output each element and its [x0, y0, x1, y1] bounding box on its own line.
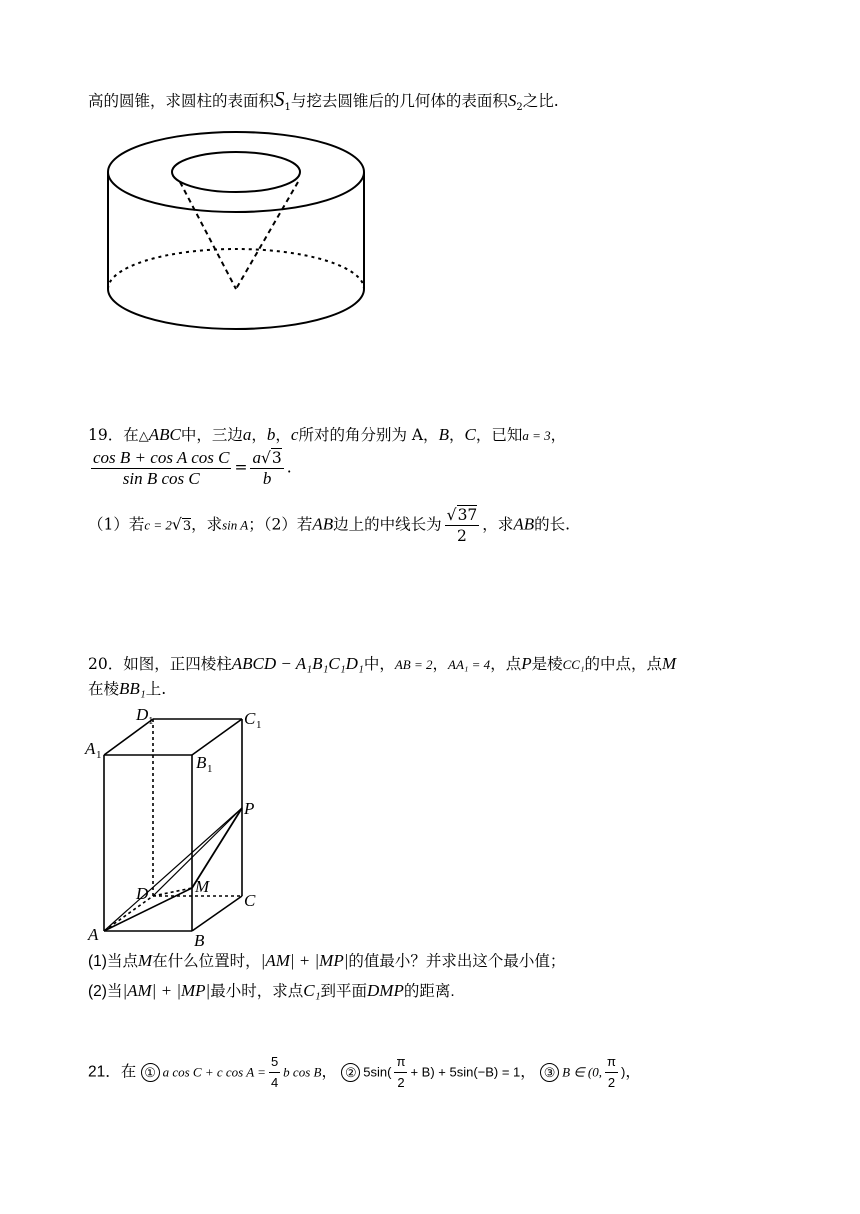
lhs-denominator: sin B cos C — [122, 469, 200, 488]
edge-bb1: BB₁ — [119, 679, 146, 698]
part2-text2: ，求 — [482, 515, 514, 534]
median-sqrt: 37 — [457, 506, 478, 524]
sub2-end: 的距离. — [403, 983, 455, 1000]
label-a: A — [88, 925, 99, 944]
sub1-m: M — [137, 951, 153, 970]
cond1-a: a cos C + c cos A = — [162, 1064, 266, 1080]
part2-label: ；（2）若 — [248, 515, 313, 534]
comma: ， — [275, 426, 291, 444]
q20-text6: 在棱 — [88, 680, 120, 698]
q19-equation — [88, 448, 292, 489]
q20-text7: 上. — [145, 680, 167, 698]
q20-number: 20．如图，正四棱柱 — [88, 655, 232, 673]
circle-1: ① — [141, 1063, 160, 1082]
equals-sign: = — [234, 458, 248, 477]
label-b1: B — [196, 753, 207, 772]
side-b: b — [266, 425, 276, 444]
comma: ， — [625, 1063, 641, 1081]
q20-line2 — [88, 678, 166, 700]
label-p: P — [244, 799, 255, 818]
cond1-b: b cos B — [283, 1064, 322, 1080]
q20-sub1 — [88, 950, 565, 973]
rhs-sqrt: 3 — [271, 449, 282, 467]
sub2-plane: DMP — [367, 981, 404, 1000]
q19-number: 19．在 — [88, 426, 139, 444]
comma: ， — [550, 426, 567, 444]
rhs-a: a — [252, 448, 261, 467]
cylinder-cone-figure — [100, 125, 375, 340]
part2-text: 边上的中线长为 — [333, 515, 442, 534]
part1-sqrt: 3 — [182, 518, 192, 534]
cond3-fraction — [605, 1052, 618, 1093]
circle-3: ③ — [540, 1063, 559, 1082]
q21-number: 21．在 — [88, 1063, 137, 1081]
part1-sin: sin A — [222, 517, 249, 533]
period: . — [286, 458, 292, 477]
cond1-fraction — [269, 1052, 280, 1093]
label-c1: C — [244, 709, 256, 728]
sub1-label: (1)当点 — [88, 953, 138, 970]
q21-line — [88, 1052, 641, 1093]
label-d1-sub: 1 — [148, 715, 154, 727]
cond1-den: 4 — [270, 1075, 279, 1090]
part1-label: （1）若 — [88, 515, 145, 534]
comma: ， — [251, 426, 267, 444]
q20-line1 — [88, 653, 676, 676]
side-c: c — [290, 425, 299, 444]
cond1-num: 5 — [269, 1052, 280, 1073]
sub2-c1: C₁ — [303, 981, 321, 1000]
point-p: P — [521, 654, 532, 673]
label-a1-sub: 1 — [96, 749, 102, 761]
lhs-fraction — [91, 448, 231, 489]
prism-name: ABCD − A₁B₁C₁D₁ — [231, 654, 364, 673]
q18-text-c: 之比. — [522, 92, 559, 110]
label-m: M — [195, 877, 210, 896]
cond2-fraction — [394, 1052, 407, 1093]
label-d1: D — [136, 705, 149, 724]
label-d: D — [136, 884, 149, 903]
sub2-expr: |AM| + |MP| — [122, 981, 211, 1000]
q20-sub2 — [88, 980, 455, 1003]
cond3-den: 2 — [607, 1075, 616, 1090]
condition-a: a = 3 — [522, 428, 551, 443]
q20-text3: ，点 — [490, 655, 522, 673]
q18-text-a: 高的圆锥，求圆柱的表面积 — [88, 92, 275, 110]
s1-symbol: S — [274, 87, 285, 111]
angle-c: C — [464, 425, 476, 444]
part1-text: ，求 — [191, 515, 223, 534]
label-a1: A — [85, 739, 96, 758]
cond2-a: 5sin( — [363, 1064, 392, 1080]
q19-text2: 所对的角分别为 A， — [298, 426, 439, 444]
angle-b: B — [438, 425, 449, 444]
q18-text-b: 与挖去圆锥后的几何体的表面积 — [290, 92, 508, 110]
q19-line1 — [88, 424, 566, 448]
part1-c: c = 2 — [144, 517, 172, 533]
s2-symbol: S — [507, 91, 517, 110]
rhs-denominator: b — [262, 469, 272, 488]
q19-text3: ，已知 — [475, 426, 523, 444]
label-b1-sub: 1 — [207, 763, 213, 775]
sub1-text: 在什么位置时， — [152, 953, 261, 970]
cond2-num: π — [394, 1052, 407, 1073]
cond3-num: π — [605, 1052, 618, 1073]
sub2-text: 最小时，求点 — [210, 983, 304, 1000]
sub2-text2: 到平面 — [320, 983, 367, 1000]
comma: ， — [448, 426, 465, 444]
median-numerator: √37 — [446, 506, 478, 524]
cond2-b: + B) + 5sin(−B) = 1 — [410, 1064, 521, 1080]
q20-text5: 的中点，点 — [584, 655, 662, 673]
label-c: C — [244, 891, 256, 910]
s1-subscript: 1 — [284, 102, 291, 113]
s2-subscript: 2 — [516, 102, 523, 113]
abc-symbol: ABC — [148, 425, 181, 444]
median-fraction — [445, 505, 480, 546]
edge-cc1: CC₁ — [562, 657, 585, 672]
point-m: M — [662, 654, 677, 673]
label-b: B — [194, 931, 205, 950]
comma: ， — [321, 1063, 337, 1081]
part2-ab: AB — [312, 514, 334, 534]
cond2-den: 2 — [397, 1075, 405, 1090]
q20-text1: 中， — [363, 655, 395, 673]
q19-text1: 中，三边 — [180, 426, 243, 444]
cond-aa1: AA₁ = 4 — [448, 657, 491, 672]
cond-ab: AB = 2 — [394, 657, 433, 672]
comma: ， — [520, 1063, 536, 1081]
q20-text4: 是棱 — [531, 655, 563, 673]
comma: ， — [432, 655, 448, 673]
label-c1-sub: 1 — [256, 719, 262, 731]
q18-text-line — [88, 88, 559, 119]
side-a: a — [242, 425, 252, 444]
prism-figure — [82, 700, 282, 950]
sub2-label: (2)当 — [88, 983, 123, 1000]
cond3-a: B ∈ (0, — [562, 1064, 602, 1080]
cond3-b: ) — [620, 1064, 626, 1080]
q19-parts: （1）若c = 2√3，求sin A；（2）若AB边上的中线长为 $\frac{√37}{2}$ ，求AB的长. — [88, 506, 571, 545]
part2-end: 的长. — [534, 515, 571, 534]
triangle-symbol: △ — [138, 429, 149, 444]
median-denominator: 2 — [457, 527, 467, 545]
sub1-end: 的值最小？并求出这个最小值； — [348, 953, 566, 970]
sub1-expr: |AM| + |MP| — [260, 951, 349, 970]
rhs-fraction — [250, 448, 283, 489]
circle-2: ② — [341, 1063, 360, 1082]
part2-ab2: AB — [513, 514, 535, 534]
rhs-numerator: a√3 — [252, 448, 282, 467]
lhs-numerator: cos B + cos A cos C — [93, 448, 230, 467]
